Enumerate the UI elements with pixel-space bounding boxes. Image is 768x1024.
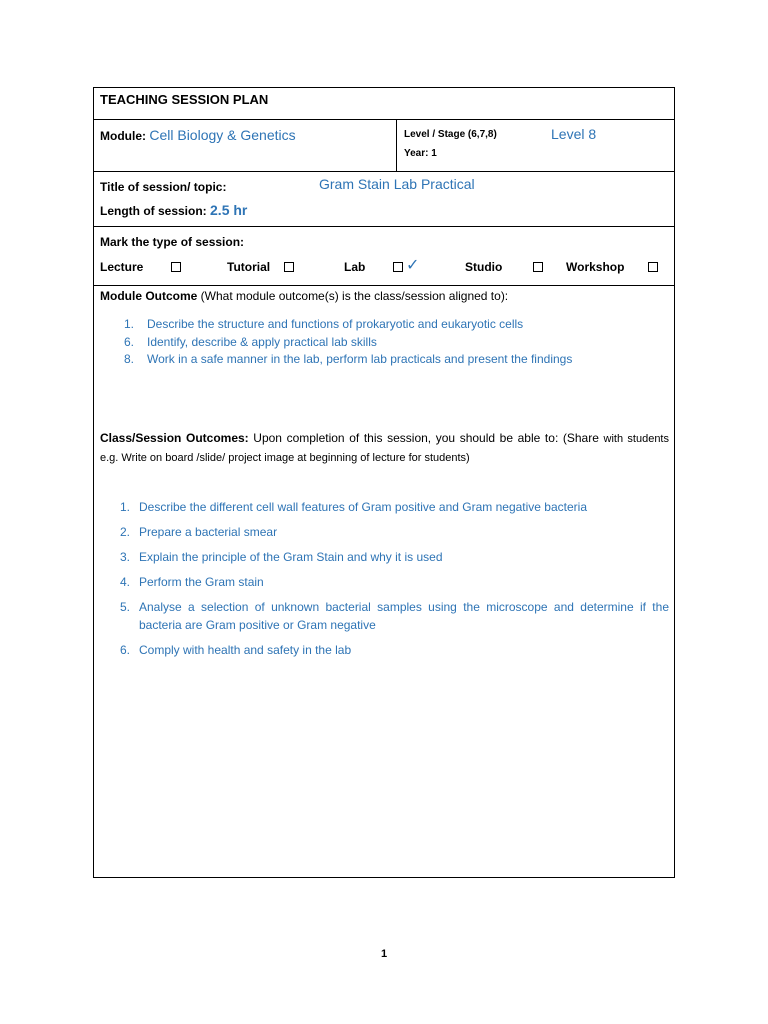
option-lecture-label: Lecture xyxy=(100,260,144,274)
title-row xyxy=(94,88,674,119)
year-label: Year: 1 xyxy=(404,148,437,159)
module-outcome-list xyxy=(124,317,669,370)
session-title-label: Title of session/ topic: xyxy=(100,180,227,194)
tutorial-checkbox[interactable] xyxy=(284,262,294,272)
session-length-label: Length of session: 2.5 hr xyxy=(100,202,248,218)
session-outcomes-list xyxy=(120,498,669,666)
module-outcome-item: 6. Identify, describe & apply practical lab skills xyxy=(124,334,377,349)
session-row xyxy=(94,171,674,226)
session-length-value: 2.5 hr xyxy=(210,202,248,218)
module-value: Cell Biology & Genetics xyxy=(149,127,296,143)
session-title-value: Gram Stain Lab Practical xyxy=(319,176,475,192)
module-outcome-item: 8. Work in a safe manner in the lab, perform lab practicals and present the findings xyxy=(124,352,573,366)
session-outcome-item: 1. Describe the different cell wall features of Gram positive and Gram negative bacteria xyxy=(120,500,587,514)
checkmark-icon: ✓ xyxy=(406,257,420,274)
workshop-checkbox[interactable] xyxy=(648,262,658,272)
session-plan-table xyxy=(93,87,675,878)
page-number: 1 xyxy=(380,948,388,960)
option-studio-label: Studio xyxy=(465,260,503,274)
option-workshop-label: Workshop xyxy=(566,260,625,274)
studio-checkbox[interactable] xyxy=(533,262,543,272)
session-outcome-item: 2. Prepare a bacterial smear xyxy=(120,525,278,539)
session-type-row xyxy=(94,226,674,285)
module-label: Module: Cell Biology & Genetics xyxy=(100,127,296,143)
option-lab-label: Lab xyxy=(344,260,366,274)
lab-checkbox[interactable] xyxy=(393,262,403,272)
module-row xyxy=(94,119,674,171)
option-tutorial-label: Tutorial xyxy=(227,260,271,274)
module-outcome-label: Module Outcome (What module outcome(s) is the class/session aligned to): xyxy=(100,289,509,303)
outcomes-row xyxy=(94,285,674,879)
level-value: Level 8 xyxy=(551,126,597,142)
module-outcome-item: 1. Describe the structure and functions of prokaryotic and eukaryotic cells xyxy=(124,317,524,331)
session-type-label: Mark the type of session: xyxy=(100,235,245,249)
session-outcomes-label: Class/Session Outcomes: Upon completion of this session, you should be able to: (Share with students e.g. Write on board /slide/ project image at beginning of lecture for students) xyxy=(100,431,669,464)
lecture-checkbox[interactable] xyxy=(171,262,181,272)
module-divider xyxy=(396,120,397,171)
session-outcome-item: 6. Comply with health and safety in the lab xyxy=(120,643,352,657)
session-outcome-item: 3. Explain the principle of the Gram Stain and why it is used xyxy=(120,550,443,564)
level-label: Level / Stage (6,7,8) xyxy=(404,129,497,140)
session-outcome-item: 4. Perform the Gram stain xyxy=(120,575,264,589)
session-outcome-item: 5. Analyse a selection of unknown bacterial samples using the microscope and determine if the bacteria are Gram positive or Gram negative xyxy=(120,600,669,632)
plan-title: TEACHING SESSION PLAN xyxy=(100,92,269,107)
